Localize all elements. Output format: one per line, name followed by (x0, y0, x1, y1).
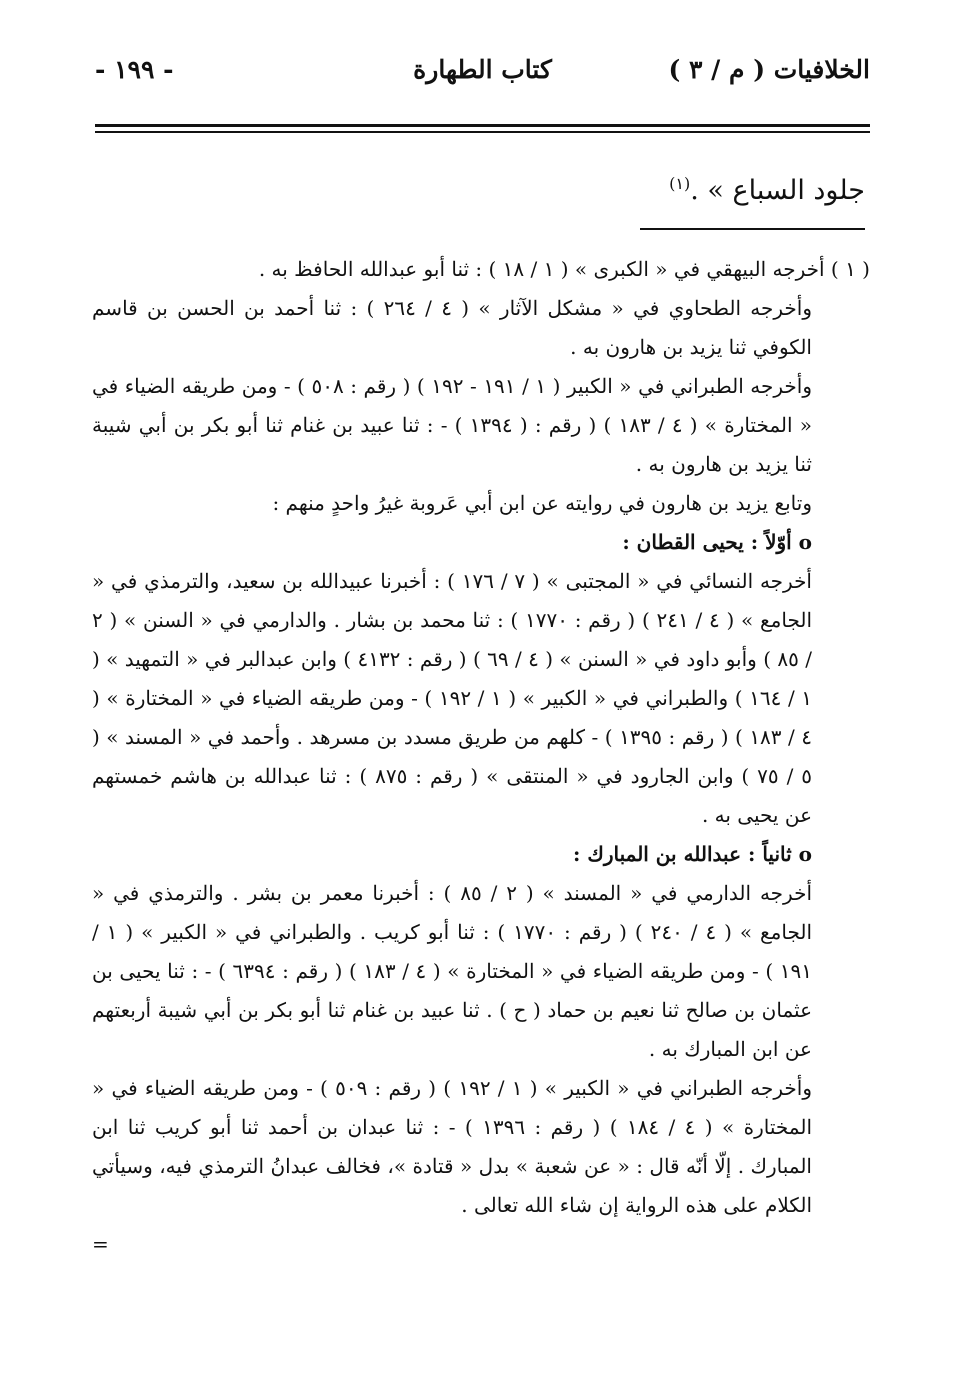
page-header (95, 55, 870, 95)
header-chapter-title: كتاب الطهارة (413, 55, 552, 84)
header-book-title: الخلافيات ( م / ٣ ) (668, 55, 870, 84)
continuation-mark: = (92, 1232, 109, 1256)
header-rule-thin (95, 131, 870, 133)
footnote-reference: (١) (669, 174, 691, 193)
footnotes (92, 250, 870, 1264)
page-number: - ١٩٩ - (95, 55, 174, 84)
footnote-paragraph: وأخرجه الطبراني في « الكبير ( ١ / ١٩١ - ١٩٢ ) ( رقم : ٥٠٨ ) - ومن طريقه الضياء في « المختارة » ( ٤ / ١٨٣ ) ( رقم : ( ١٣٩٤ ) - : ثنا عبيد بن غنام ثنا أبو بكر بن أبي شيبة ثنا يزيد بن هارون به . (92, 374, 813, 476)
footnote-separator (640, 228, 865, 230)
footnote-paragraph: أخرجه النسائي في « المجتبى » ( ٧ / ١٧٦ ) : أخبرنا عبيدالله بن سعيد، والترمذي في « الجامع » ( ٤ / ٢٤١ ) ( رقم : ١٧٧٠ ) : ثنا محمد بن بشار . والدارمي في « السنن » ( ٢ / ٨٥ ) وأبو داود في « السنن » ( ٤ / ٦٩ ) ( رقم : ٤١٣٢ ) وابن عبدالبر في « التمهيد » ( ١ / ١٦٤ ) والطبراني في « الكبير » ( ١ / ١٩٢ ) - ومن طريقه الضياء في « المختارة » ( ٤ / ١٨٣ ) ( رقم : ١٣٩٥ ) - كلهم من طريق مسدد بن مسرهد . وأحمد في « المسند » ( ٥ / ٧٥ ) وابن الجارود في « المنتقى » ( رقم : ٨٧٥ ) : ثنا عبدالله بن هاشم خمستهم عن يحيى به . (92, 569, 813, 827)
footnote-paragraph: وتابع يزيد بن هارون في روايته عن ابن أبي عَروبة غيرُ واحدٍ منهم : (272, 491, 812, 515)
footnote-paragraph: أخرجه الدارمي في « المسند » ( ٢ / ٨٥ ) : أخبرنا معمر بن بشر . والترمذي في « الجامع » ( ٤ / ٢٤٠ ) ( رقم : ١٧٧٠ ) : ثنا أبو كريب . والطبراني في « الكبير » ( ١ / ١٩١ ) - ومن طريقه الضياء في « المختارة » ( ٤ / ١٨٣ ) ( رقم : ٦٣٩٤ ) - : ثنا يحيى بن عثمان بن صالح ثنا نعيم بن حماد ( ح ) . ثنا عبيد بن غنام ثنا أبو بكر بن أبي شيبة أربعتهم عن ابن المبارك به . (92, 881, 813, 1061)
footnote-subheading: o ثانياً : عبدالله بن المبارك : (573, 842, 812, 866)
footnote-subheading: o أوّلاً : يحيى القطان : (622, 530, 812, 554)
footnote-paragraph: ( ١ ) أخرجه البيهقي في « الكبرى » ( ١ / ١٨ ) : ثنا أبو عبدالله الحافظ به . (258, 257, 870, 281)
footnote-paragraph: وأخرجه الطحاوي في « مشكل الآثار » ( ٤ / ٢٦٤ ) : ثنا أحمد بن الحسن بن قاسم الكوفي ثنا يزيد بن هارون به . (92, 296, 813, 359)
main-text (90, 162, 865, 213)
main-text-body: جلود السباع » . (690, 175, 865, 206)
header-rule-thick (95, 124, 870, 127)
footnote-paragraph: وأخرجه الطبراني في « الكبير » ( ١ / ١٩٢ ) ( رقم : ٥٠٩ ) - ومن طريقه الضياء في « المختارة » ( ٤ / ١٨٤ ) ( رقم : ١٣٩٦ ) - : ثنا عبدان بن أحمد ثنا أبو كريب ثنا ابن المبارك . إلّا أنّه قال : « عن شعبة » بدل « قتادة »، فخالف عبدانُ الترمذي فيه، وسيأتي الكلام على هذه الرواية إن شاء الله تعالى . (92, 1076, 812, 1217)
